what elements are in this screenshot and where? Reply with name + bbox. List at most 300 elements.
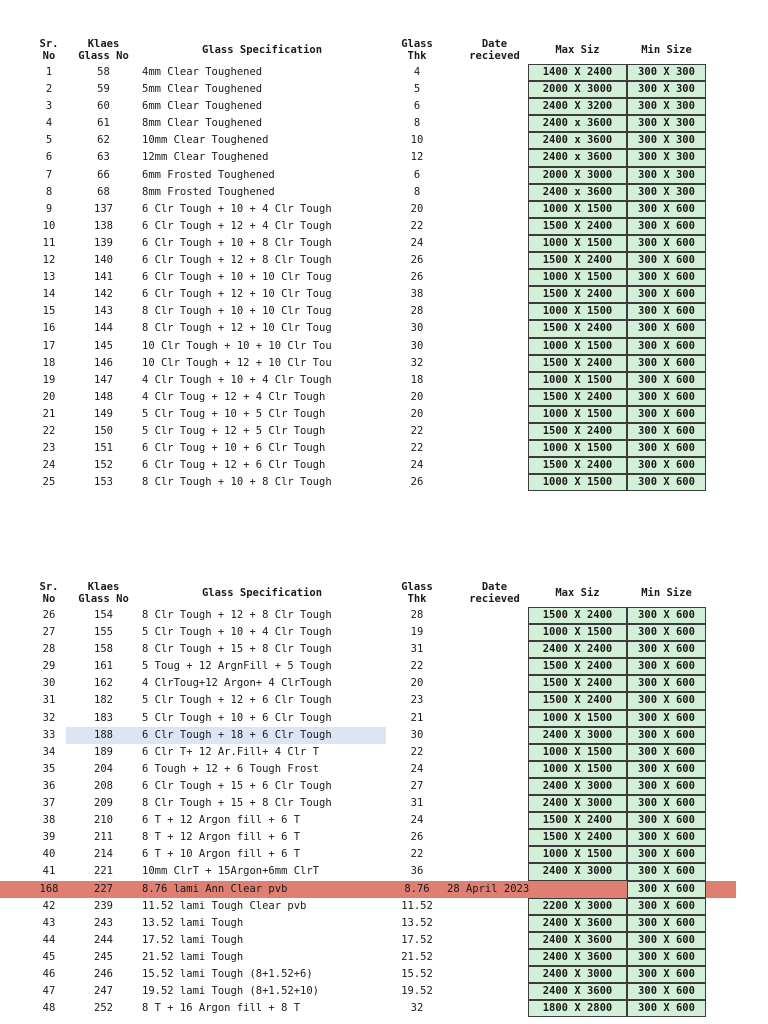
cell-min-size: 300 X 600 bbox=[627, 1000, 706, 1017]
table-row[interactable] bbox=[32, 795, 736, 812]
cell-spec: 6 Tough + 12 + 6 Tough Frost bbox=[142, 762, 320, 775]
cell-min-size: 300 X 600 bbox=[627, 915, 706, 932]
cell-thk: 15.52 bbox=[401, 967, 433, 980]
header-klaes: Klaes Glass No bbox=[78, 581, 129, 605]
cell-klaes-no: 151 bbox=[94, 442, 113, 455]
cell-min-size: 300 X 600 bbox=[627, 201, 706, 218]
cell-sr: 23 bbox=[42, 442, 56, 455]
cell-klaes-no: 144 bbox=[94, 322, 113, 335]
table-row[interactable] bbox=[32, 966, 736, 983]
cell-min-size: 300 X 600 bbox=[627, 949, 706, 966]
cell-spec: 6 T + 12 Argon fill + 6 T bbox=[142, 814, 301, 827]
cell-spec: 6 Clr Toug + 12 + 6 Clr Tough bbox=[142, 459, 326, 472]
cell-spec: 10 Clr Tough + 10 + 10 Clr Tou bbox=[142, 339, 332, 352]
cell-thk: 20 bbox=[410, 202, 424, 215]
cell-max-size: 1500 X 2400 bbox=[528, 218, 627, 235]
table-row[interactable] bbox=[32, 641, 736, 658]
sheet-top bbox=[32, 34, 736, 491]
cell-sr: 6 bbox=[45, 151, 53, 164]
cell-max-size: 2400 X 2400 bbox=[528, 641, 627, 658]
table-row[interactable] bbox=[32, 607, 736, 624]
cell-sr: 7 bbox=[45, 168, 53, 181]
cell-klaes-no: 247 bbox=[94, 985, 113, 998]
cell-thk: 22 bbox=[410, 442, 424, 455]
cell-klaes-no: 211 bbox=[94, 831, 113, 844]
cell-max-size: 1500 X 2400 bbox=[528, 423, 627, 440]
cell-thk: 19 bbox=[410, 626, 424, 639]
cell-min-size: 300 X 600 bbox=[627, 338, 706, 355]
cell-thk: 36 bbox=[410, 865, 424, 878]
cell-thk: 30 bbox=[410, 728, 424, 741]
cell-klaes-no: 142 bbox=[94, 288, 113, 301]
cell-klaes-no: 59 bbox=[97, 83, 110, 96]
table-row[interactable] bbox=[32, 81, 736, 98]
cell-sr: 35 bbox=[42, 762, 56, 775]
header-thk: Glass Thk bbox=[401, 581, 433, 605]
table-row[interactable] bbox=[32, 898, 736, 915]
cell-date: 28 April 2023 bbox=[447, 882, 530, 895]
cell-klaes-no: 143 bbox=[94, 305, 113, 318]
table-row[interactable] bbox=[32, 710, 736, 727]
table-row[interactable] bbox=[32, 167, 736, 184]
table-row[interactable] bbox=[32, 457, 736, 474]
cell-min-size: 300 X 600 bbox=[627, 795, 706, 812]
table-body-1 bbox=[32, 64, 736, 491]
cell-min-size: 300 X 600 bbox=[627, 320, 706, 337]
cell-min-size: 300 X 300 bbox=[627, 184, 706, 201]
cell-max-size: 1800 X 2800 bbox=[528, 1000, 627, 1017]
cell-spec: 4 Clr Toug + 12 + 4 Clr Tough bbox=[142, 390, 326, 403]
cell-max-size: 1000 X 1500 bbox=[528, 761, 627, 778]
cell-min-size: 300 X 600 bbox=[627, 812, 706, 829]
cell-thk: 21 bbox=[410, 711, 424, 724]
cell-klaes-no: 66 bbox=[97, 168, 110, 181]
cell-thk: 20 bbox=[410, 677, 424, 690]
cell-sr: 18 bbox=[42, 356, 56, 369]
cell-min-size: 300 X 600 bbox=[627, 863, 706, 880]
table-row[interactable] bbox=[32, 132, 736, 149]
cell-sr: 13 bbox=[42, 271, 56, 284]
cell-spec: 6 Clr T+ 12 Ar.Fill+ 4 Clr T bbox=[142, 745, 320, 758]
header-thk: Glass Thk bbox=[401, 38, 433, 62]
cell-max-size: 2400 X 3000 bbox=[528, 795, 627, 812]
cell-spec: 8mm Clear Toughened bbox=[142, 117, 263, 130]
cell-max-size: 1000 X 1500 bbox=[528, 440, 627, 457]
cell-max-size: 1000 X 1500 bbox=[528, 406, 627, 423]
cell-spec: 5 Clr Tough + 10 + 4 Clr Tough bbox=[142, 626, 332, 639]
cell-sr: 3 bbox=[45, 100, 53, 113]
table-row[interactable] bbox=[32, 338, 736, 355]
table-row[interactable] bbox=[32, 440, 736, 457]
cell-sr: 46 bbox=[42, 967, 56, 980]
cell-spec: 8mm Frosted Toughened bbox=[142, 185, 275, 198]
cell-max-size: 1400 X 2400 bbox=[528, 64, 627, 81]
header-sr: Sr. No bbox=[39, 581, 59, 605]
cell-klaes-no: 138 bbox=[94, 219, 113, 232]
cell-sr: 16 bbox=[42, 322, 56, 335]
table-row[interactable] bbox=[32, 64, 736, 81]
table-row[interactable] bbox=[32, 286, 736, 303]
table-row[interactable] bbox=[32, 778, 736, 795]
cell-min-size: 300 X 600 bbox=[627, 778, 706, 795]
cell-min-size: 300 X 600 bbox=[627, 457, 706, 474]
cell-sr: 32 bbox=[42, 711, 56, 724]
cell-sr: 33 bbox=[42, 728, 56, 741]
cell-spec: 6mm Clear Toughened bbox=[142, 100, 263, 113]
cell-thk: 12 bbox=[410, 151, 424, 164]
cell-max-size: 1500 X 2400 bbox=[528, 607, 627, 624]
table-row[interactable] bbox=[32, 252, 736, 269]
cell-spec: 11.52 lami Tough Clear pvb bbox=[142, 899, 307, 912]
cell-thk: 5 bbox=[413, 83, 421, 96]
cell-sr: 1 bbox=[45, 66, 53, 78]
table-row[interactable] bbox=[32, 1000, 736, 1017]
cell-min-size: 300 X 300 bbox=[627, 132, 706, 149]
cell-spec: 8 Clr Tough + 10 + 10 Clr Toug bbox=[142, 305, 332, 318]
cell-spec: 8 T + 16 Argon fill + 8 T bbox=[142, 1002, 301, 1015]
cell-max-size: 1500 X 2400 bbox=[528, 812, 627, 829]
cell-spec: 6 Clr Tough + 18 + 6 Clr Tough bbox=[142, 728, 332, 741]
cell-klaes-no: 60 bbox=[97, 100, 110, 113]
cell-sr: 42 bbox=[42, 899, 56, 912]
table-row[interactable] bbox=[32, 829, 736, 846]
cell-max-size: 2200 X 3000 bbox=[528, 898, 627, 915]
header-sr: Sr. No bbox=[39, 38, 59, 62]
cell-thk: 30 bbox=[410, 339, 424, 352]
cell-klaes-no: 146 bbox=[94, 356, 113, 369]
cell-sr: 10 bbox=[42, 219, 56, 232]
table-row[interactable] bbox=[32, 98, 736, 115]
cell-klaes-no: 62 bbox=[97, 134, 110, 147]
cell-min-size: 300 X 600 bbox=[627, 727, 706, 744]
table-row[interactable] bbox=[32, 423, 736, 440]
cell-thk: 6 bbox=[413, 168, 421, 181]
cell-sr: 21 bbox=[42, 407, 56, 420]
cell-spec: 19.52 lami Tough (8+1.52+10) bbox=[142, 985, 320, 998]
cell-spec: 6 Clr Tough + 10 + 4 Clr Tough bbox=[142, 202, 332, 215]
cell-spec: 10mm ClrT + 15Argon+6mm ClrT bbox=[142, 865, 320, 878]
cell-max-size: 2400 x 3600 bbox=[528, 149, 627, 166]
cell-spec: 13.52 lami Tough bbox=[142, 916, 244, 929]
cell-min-size: 300 X 600 bbox=[627, 218, 706, 235]
table-row[interactable] bbox=[32, 624, 736, 641]
cell-klaes-no: 58 bbox=[97, 66, 110, 78]
cell-max-size: 1500 X 2400 bbox=[528, 355, 627, 372]
cell-klaes-no: 221 bbox=[94, 865, 113, 878]
table-row[interactable] bbox=[32, 675, 736, 692]
cell-klaes-no: 139 bbox=[94, 236, 113, 249]
cell-max-size: 1500 X 2400 bbox=[528, 457, 627, 474]
cell-max-size: 1000 X 1500 bbox=[528, 710, 627, 727]
cell-klaes-no: 153 bbox=[94, 476, 113, 489]
cell-thk: 26 bbox=[410, 476, 424, 489]
cell-min-size: 300 X 600 bbox=[627, 983, 706, 1000]
cell-thk: 21.52 bbox=[401, 950, 433, 963]
cell-spec: 21.52 lami Tough bbox=[142, 950, 244, 963]
cell-max-size: 2400 X 3000 bbox=[528, 727, 627, 744]
cell-spec: 6 Clr Tough + 10 + 10 Clr Toug bbox=[142, 271, 332, 284]
cell-sr: 43 bbox=[42, 916, 56, 929]
cell-thk: 24 bbox=[410, 762, 424, 775]
cell-sr: 4 bbox=[45, 117, 53, 130]
cell-thk: 28 bbox=[410, 609, 424, 621]
cell-thk: 24 bbox=[410, 459, 424, 472]
table-row[interactable] bbox=[32, 149, 736, 166]
cell-spec: 5 Clr Toug + 10 + 5 Clr Tough bbox=[142, 407, 326, 420]
cell-min-size: 300 X 600 bbox=[627, 406, 706, 423]
cell-max-size: 2000 X 3000 bbox=[528, 167, 627, 184]
cell-max-size: 1000 X 1500 bbox=[528, 474, 627, 491]
cell-klaes-no: 137 bbox=[94, 202, 113, 215]
cell-thk: 32 bbox=[410, 1002, 424, 1015]
cell-klaes-no: 162 bbox=[94, 677, 113, 690]
cell-sr: 12 bbox=[42, 254, 56, 267]
cell-klaes-no: 148 bbox=[94, 390, 113, 403]
cell-klaes-no: 245 bbox=[94, 950, 113, 963]
header-date: Date recieved bbox=[469, 581, 520, 605]
table-row[interactable] bbox=[32, 320, 736, 337]
cell-max-size: 1000 X 1500 bbox=[528, 303, 627, 320]
cell-klaes-no: 63 bbox=[97, 151, 110, 164]
cell-klaes-no: 246 bbox=[94, 967, 113, 980]
table-row[interactable] bbox=[32, 983, 736, 1000]
cell-max-size: 2400 x 3600 bbox=[528, 132, 627, 149]
table-row[interactable] bbox=[0, 881, 736, 898]
table-row[interactable] bbox=[32, 269, 736, 286]
cell-min-size: 300 X 300 bbox=[627, 81, 706, 98]
cell-spec: 8.76 lami Ann Clear pvb bbox=[142, 882, 288, 895]
cell-spec: 5 Clr Tough + 10 + 6 Clr Tough bbox=[142, 711, 332, 724]
table-row[interactable] bbox=[32, 744, 736, 761]
table-row[interactable] bbox=[32, 812, 736, 829]
cell-min-size: 300 X 600 bbox=[627, 235, 706, 252]
cell-max-size: 2400 X 3200 bbox=[528, 98, 627, 115]
cell-klaes-no: 149 bbox=[94, 407, 113, 420]
table-row[interactable] bbox=[32, 863, 736, 880]
cell-klaes-no: 150 bbox=[94, 424, 113, 437]
header-max: Max Siz bbox=[555, 44, 600, 56]
table-row[interactable] bbox=[32, 846, 736, 863]
cell-thk: 8 bbox=[413, 117, 421, 130]
cell-min-size: 300 X 600 bbox=[627, 624, 706, 641]
cell-thk: 28 bbox=[410, 305, 424, 318]
cell-klaes-no: 141 bbox=[94, 271, 113, 284]
cell-max-size: 2400 X 3600 bbox=[528, 932, 627, 949]
cell-sr: 9 bbox=[45, 202, 53, 215]
cell-klaes-no: 227 bbox=[94, 882, 113, 895]
cell-spec: 15.52 lami Tough (8+1.52+6) bbox=[142, 967, 313, 980]
cell-spec: 8 Clr Tough + 12 + 10 Clr Toug bbox=[142, 322, 332, 335]
cell-sr: 44 bbox=[42, 933, 56, 946]
cell-spec: 5 Clr Toug + 12 + 5 Clr Tough bbox=[142, 424, 326, 437]
cell-thk: 18 bbox=[410, 373, 424, 386]
cell-sr: 37 bbox=[42, 797, 56, 810]
cell-klaes-no: 158 bbox=[94, 643, 113, 656]
table-row[interactable] bbox=[32, 218, 736, 235]
cell-min-size: 300 X 600 bbox=[627, 389, 706, 406]
cell-min-size: 300 X 600 bbox=[627, 252, 706, 269]
table-row[interactable] bbox=[32, 235, 736, 252]
table-row[interactable] bbox=[32, 932, 736, 949]
cell-thk: 6 bbox=[413, 100, 421, 113]
cell-spec: 6 T + 10 Argon fill + 6 T bbox=[142, 848, 301, 861]
cell-klaes-no: 204 bbox=[94, 762, 113, 775]
cell-min-size: 300 X 300 bbox=[627, 149, 706, 166]
cell-max-size: 1500 X 2400 bbox=[528, 829, 627, 846]
cell-max-size: 2000 X 3000 bbox=[528, 81, 627, 98]
cell-min-size: 300 X 600 bbox=[627, 269, 706, 286]
cell-min-size: 300 X 600 bbox=[627, 286, 706, 303]
cell-min-size: 300 X 600 bbox=[627, 440, 706, 457]
cell-klaes-no: 183 bbox=[94, 711, 113, 724]
table-row[interactable] bbox=[32, 389, 736, 406]
cell-max-size: 2400 X 3600 bbox=[528, 983, 627, 1000]
cell-min-size: 300 X 600 bbox=[627, 744, 706, 761]
cell-min-size: 300 X 600 bbox=[627, 658, 706, 675]
cell-spec: 8 Clr Tough + 10 + 8 Clr Tough bbox=[142, 476, 332, 489]
table-row[interactable] bbox=[32, 915, 736, 932]
table-row[interactable] bbox=[32, 303, 736, 320]
cell-max-size: 1500 X 2400 bbox=[528, 675, 627, 692]
cell-max-size: 1500 X 2400 bbox=[528, 286, 627, 303]
cell-thk: 22 bbox=[410, 660, 424, 673]
cell-sr: 31 bbox=[42, 694, 56, 707]
cell-min-size: 300 X 300 bbox=[627, 98, 706, 115]
cell-klaes-no: 189 bbox=[94, 745, 113, 758]
cell-thk: 22 bbox=[410, 745, 424, 758]
cell-klaes-no: 154 bbox=[94, 609, 113, 621]
cell-max-size: 1000 X 1500 bbox=[528, 624, 627, 641]
cell-thk: 20 bbox=[410, 407, 424, 420]
cell-klaes-no: 239 bbox=[94, 899, 113, 912]
cell-sr: 19 bbox=[42, 373, 56, 386]
cell-spec: 6 Clr Tough + 12 + 10 Clr Toug bbox=[142, 288, 332, 301]
cell-sr: 11 bbox=[42, 236, 56, 249]
cell-spec: 4 Clr Tough + 10 + 4 Clr Tough bbox=[142, 373, 332, 386]
cell-klaes-no: 188 bbox=[94, 728, 113, 741]
cell-max-size: 1500 X 2400 bbox=[528, 320, 627, 337]
cell-max-size: 1500 X 2400 bbox=[528, 389, 627, 406]
cell-spec: 5 Toug + 12 ArgnFill + 5 Tough bbox=[142, 660, 332, 673]
cell-spec: 10mm Clear Toughened bbox=[142, 134, 269, 147]
cell-min-size: 300 X 300 bbox=[627, 115, 706, 132]
cell-sr: 40 bbox=[42, 848, 56, 861]
table-row[interactable] bbox=[32, 406, 736, 423]
table-row[interactable] bbox=[32, 761, 736, 778]
cell-max-size: 1000 X 1500 bbox=[528, 201, 627, 218]
table-row[interactable] bbox=[32, 949, 736, 966]
cell-min-size: 300 X 300 bbox=[627, 64, 706, 81]
cell-max-size: 1000 X 1500 bbox=[528, 744, 627, 761]
cell-thk: 24 bbox=[410, 814, 424, 827]
cell-sr: 20 bbox=[42, 390, 56, 403]
table-body-2 bbox=[32, 607, 736, 1017]
cell-thk: 19.52 bbox=[401, 985, 433, 998]
cell-max-size: 1500 X 2400 bbox=[528, 252, 627, 269]
table-row[interactable] bbox=[32, 692, 736, 709]
cell-spec: 6 Clr Tough + 12 + 4 Clr Tough bbox=[142, 219, 332, 232]
cell-sr: 38 bbox=[42, 814, 56, 827]
header-min: Min Size bbox=[641, 587, 692, 599]
cell-thk: 4 bbox=[413, 66, 421, 78]
cell-min-size: 300 X 600 bbox=[627, 932, 706, 949]
table-row[interactable] bbox=[32, 201, 736, 218]
cell-max-size: 2400 x 3600 bbox=[528, 115, 627, 132]
cell-min-size: 300 X 600 bbox=[627, 846, 706, 863]
table-row[interactable] bbox=[32, 372, 736, 389]
cell-sr: 2 bbox=[45, 83, 53, 96]
cell-spec: 5mm Clear Toughened bbox=[142, 83, 263, 96]
cell-klaes-no: 68 bbox=[97, 185, 110, 198]
cell-spec: 5 Clr Tough + 12 + 6 Clr Tough bbox=[142, 694, 332, 707]
cell-klaes-no: 252 bbox=[94, 1002, 113, 1015]
cell-spec: 6 Clr Tough + 10 + 8 Clr Tough bbox=[142, 236, 332, 249]
cell-thk: 38 bbox=[410, 288, 424, 301]
cell-thk: 32 bbox=[410, 356, 424, 369]
cell-thk: 26 bbox=[410, 271, 424, 284]
cell-sr: 5 bbox=[45, 134, 53, 147]
table-row[interactable] bbox=[32, 474, 736, 491]
cell-max-size: 1000 X 1500 bbox=[528, 338, 627, 355]
cell-min-size: 300 X 600 bbox=[627, 675, 706, 692]
table-row[interactable] bbox=[32, 115, 736, 132]
cell-thk: 10 bbox=[410, 134, 424, 147]
cell-sr: 17 bbox=[42, 339, 56, 352]
cell-sr: 39 bbox=[42, 831, 56, 844]
cell-klaes-no: 161 bbox=[94, 660, 113, 673]
cell-min-size: 300 X 600 bbox=[627, 474, 706, 491]
cell-max-size: 2400 X 3600 bbox=[528, 949, 627, 966]
cell-klaes-no: 155 bbox=[94, 626, 113, 639]
cell-spec: 6 Clr Toug + 10 + 6 Clr Tough bbox=[142, 442, 326, 455]
table-row[interactable] bbox=[32, 355, 736, 372]
cell-max-size: 2400 x 3600 bbox=[528, 184, 627, 201]
header-row bbox=[32, 34, 736, 64]
cell-max-size bbox=[528, 881, 627, 898]
cell-klaes-no: 152 bbox=[94, 459, 113, 472]
cell-thk: 27 bbox=[410, 779, 424, 792]
cell-spec: 6 Clr Tough + 15 + 6 Clr Tough bbox=[142, 779, 332, 792]
cell-klaes-no: 244 bbox=[94, 933, 113, 946]
cell-max-size: 1000 X 1500 bbox=[528, 269, 627, 286]
table-row[interactable] bbox=[32, 658, 736, 675]
cell-max-size: 1000 X 1500 bbox=[528, 846, 627, 863]
cell-min-size: 300 X 600 bbox=[627, 372, 706, 389]
cell-max-size: 2400 X 3600 bbox=[528, 915, 627, 932]
cell-klaes-no: 61 bbox=[97, 117, 110, 130]
cell-spec: 6 Clr Tough + 12 + 8 Clr Tough bbox=[142, 254, 332, 267]
cell-sr: 48 bbox=[42, 1002, 56, 1015]
cell-klaes-no: 209 bbox=[94, 797, 113, 810]
cell-min-size: 300 X 600 bbox=[627, 303, 706, 320]
cell-min-size: 300 X 600 bbox=[627, 710, 706, 727]
cell-sr: 36 bbox=[42, 779, 56, 792]
header-max: Max Siz bbox=[555, 587, 600, 599]
cell-sr: 29 bbox=[42, 660, 56, 673]
cell-spec: 12mm Clear Toughened bbox=[142, 151, 269, 164]
header-date: Date recieved bbox=[469, 38, 520, 62]
cell-sr: 26 bbox=[42, 609, 56, 621]
cell-max-size: 2400 X 3000 bbox=[528, 778, 627, 795]
cell-min-size: 300 X 600 bbox=[627, 641, 706, 658]
cell-spec: 17.52 lami Tough bbox=[142, 933, 244, 946]
cell-thk: 22 bbox=[410, 424, 424, 437]
table-row[interactable] bbox=[32, 184, 736, 201]
cell-max-size: 2400 X 3000 bbox=[528, 863, 627, 880]
cell-sr: 25 bbox=[42, 476, 56, 489]
cell-max-size: 1500 X 2400 bbox=[528, 658, 627, 675]
table-row[interactable] bbox=[32, 727, 736, 744]
